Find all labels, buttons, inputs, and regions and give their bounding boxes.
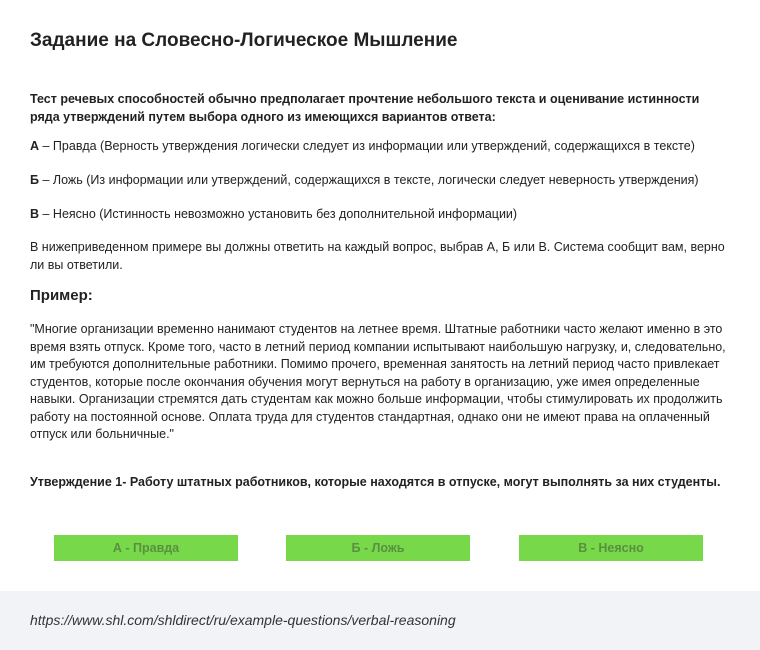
answer-true-button[interactable]: А - Правда [54, 535, 238, 561]
answer-unclear-button[interactable]: В - Неясно [519, 535, 703, 561]
option-c-text: – Неясно (Истинность невозможно установить без дополнительной информации) [39, 207, 518, 221]
option-c-letter: В [30, 207, 40, 221]
option-a-description [30, 137, 730, 155]
intro-text: Тест речевых способностей обычно предполагает прочтение небольшого текста и оценивание истинности ряда утверждений путем выбора одного из имеющихся вариантов ответа: [30, 92, 700, 124]
answer-buttons [54, 535, 704, 561]
example-passage: "Многие организации временно нанимают студентов на летнее время. Штатные работники часто желают именно в это время взять отпуск. Кроме того, часто в летний период компании испытывают наибольшую нагрузку, и, следовательно, им требуются дополнительные работники. Помимо прочего, временная занятость на летний период часто привлекает студентов, которые после окончания обучения могут вернуться на работу в организацию, уже имея определенные навыки. Организации стремятся дать студентам как можно больше информации, чтобы стимулировать их продолжить работу на постоянной основе. Оплата труда для студентов стандартная, однако они не имеют права на оплаченный отпуск или больничные." [30, 322, 726, 441]
option-a-letter: А [30, 139, 40, 153]
source-footer [0, 591, 760, 650]
option-c-description [30, 205, 730, 223]
option-b-text: – Ложь (Из информации или утверждений, содержащихся в тексте, логически следует неверность утверждения) [38, 173, 699, 187]
statement-text: Утверждение 1- Работу штатных работников, которые находятся в отпуске, могут выполнять за них студенты. [30, 475, 721, 489]
page-title: Задание на Словесно-Логическое Мышление [30, 30, 458, 51]
option-b-letter: Б [30, 173, 39, 187]
example-heading: Пример: [30, 287, 93, 304]
answer-false-button[interactable]: Б - Ложь [286, 535, 470, 561]
option-a-text: – Правда (Верность утверждения логически следует из информации или утверждений, содержащихся в тексте) [39, 139, 695, 153]
option-b-description [30, 171, 730, 189]
source-url: https://www.shl.com/shldirect/ru/example-questions/verbal-reasoning [30, 612, 456, 628]
instruction-text: В нижеприведенном примере вы должны ответить на каждый вопрос, выбрав А, Б или В. Система сообщит вам, верно ли вы ответили. [30, 240, 725, 272]
